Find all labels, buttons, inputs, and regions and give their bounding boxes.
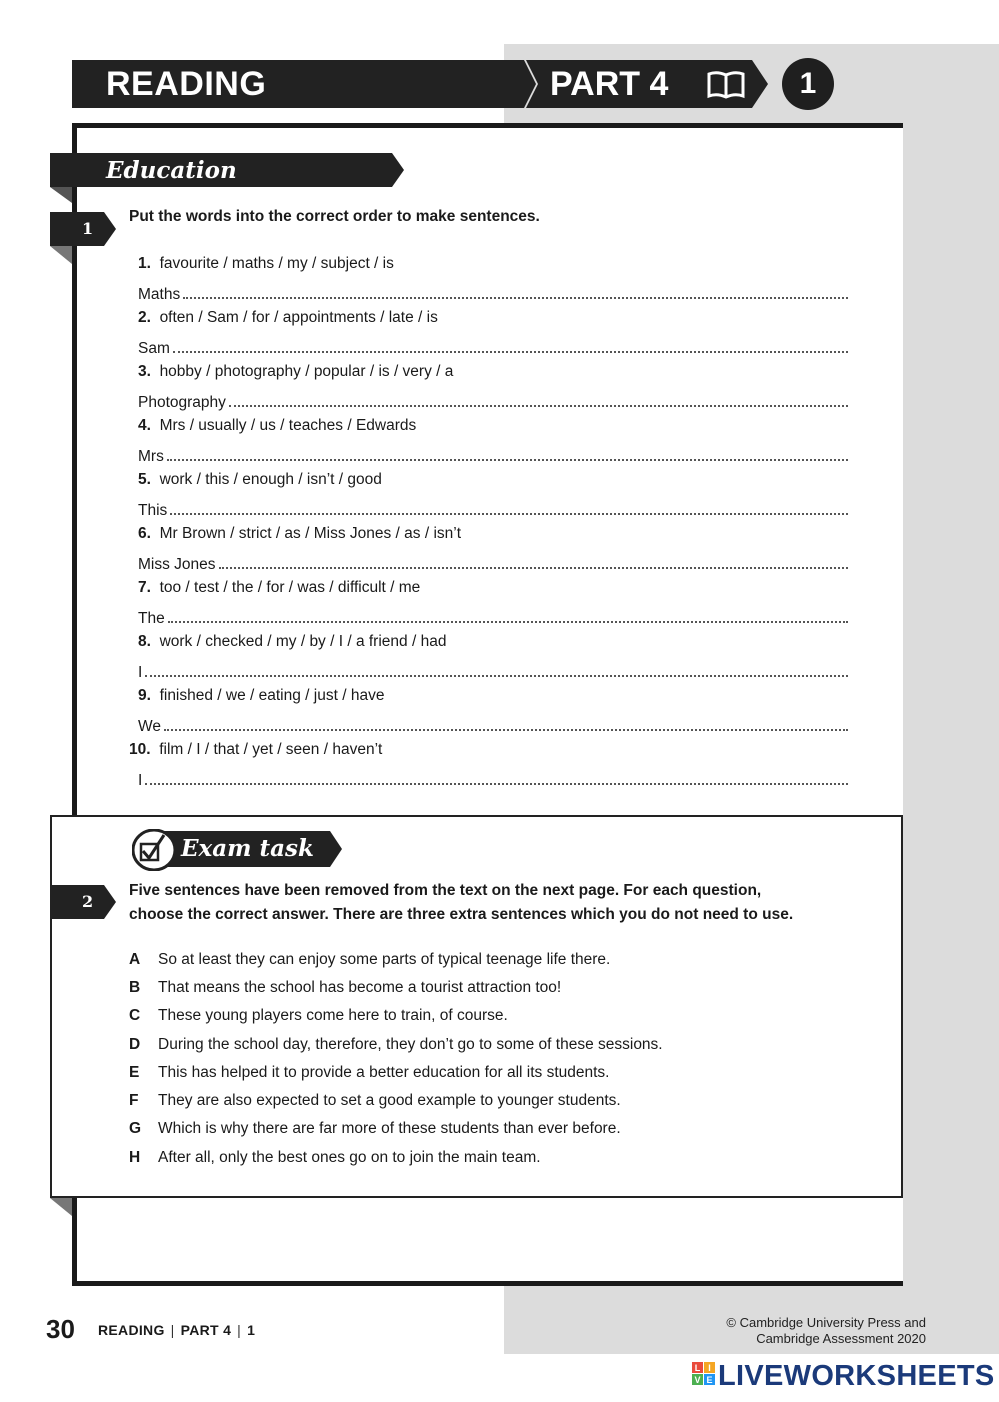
option-e[interactable]: E This has helped it to provide a better education for all its students. [129,1064,610,1081]
copyright-notice: © Cambridge University Press and Cambridge Assessment 2020 [726,1315,926,1346]
question-10-prompt: 10. film / I / that / yet / seen / haven’t [129,741,383,758]
question-6-answer-line[interactable]: Miss Jones [138,553,848,575]
option-h[interactable]: H After all, only the best ones go on to join the main team. [129,1149,541,1166]
box-corner-shadow [50,1198,74,1218]
svg-text:V: V [694,1375,701,1385]
exercise-2-instruction-line-2: choose the correct answer. There are three extra sentences which you do not need to use. [129,906,794,923]
exercise-2-instruction-line-1: Five sentences have been removed from the text on the next page. For each question, [129,882,762,899]
svg-text:I: I [708,1363,711,1373]
option-a[interactable]: A So at least they can enjoy some parts of typical teenage life there. [129,951,611,968]
liveworksheets-logo-icon [692,1362,716,1386]
question-9-prompt: 9. finished / we / eating / just / have [138,687,385,704]
question-10-answer-line[interactable]: I [138,769,848,791]
option-c[interactable]: C These young players come here to train, of course. [129,1007,508,1024]
svg-text:L: L [694,1363,701,1373]
exercise-2-number: 2 [82,892,94,911]
question-3-prompt: 3. hobby / photography / popular / is / very / a [138,363,454,380]
unit-number-badge: 1 [782,58,834,110]
option-f[interactable]: F They are also expected to set a good example to younger students. [129,1092,621,1109]
question-3-answer-line[interactable]: Photography [138,391,848,413]
header-part-label: PART 4 [550,65,669,103]
question-2-answer-line[interactable]: Sam [138,337,848,359]
exercise-1-number: 1 [82,219,94,238]
question-8-prompt: 8. work / checked / my / by / I / a friend / had [138,633,447,650]
exam-task-title: Exam task [181,835,314,862]
page-number: 30 [46,1314,75,1344]
question-1-prompt: 1. favourite / maths / my / subject / is [138,255,394,272]
footer-breadcrumb: READING | PART 4 | 1 [98,1322,256,1338]
question-4-answer-line[interactable]: Mrs [138,445,848,467]
question-9-answer-line[interactable]: We [138,715,848,737]
open-book-icon [706,70,746,100]
question-4-prompt: 4. Mrs / usually / us / teaches / Edwards [138,417,417,434]
option-b[interactable]: B That means the school has become a tourist attraction too! [129,979,562,996]
question-6-prompt: 6. Mr Brown / strict / as / Miss Jones / as / isn’t [138,525,462,542]
question-5-prompt: 5. work / this / enough / isn’t / good [138,471,382,488]
exercise-1-instruction: Put the words into the correct order to make sentences. [129,208,540,225]
option-d[interactable]: D During the school day, therefore, they don’t go to some of these sessions. [129,1036,663,1053]
header-section-title: READING [106,65,267,103]
section-title: Education [106,157,237,184]
checkbox-tick-icon [132,829,178,871]
question-7-prompt: 7. too / test / the / for / was / difficult / me [138,579,421,596]
question-2-prompt: 2. often / Sam / for / appointments / late / is [138,309,438,326]
liveworksheets-logo-text[interactable]: LIVEWORKSHEETS [718,1360,995,1392]
question-1-answer-line[interactable]: Maths [138,283,848,305]
option-g[interactable]: G Which is why there are far more of these students than ever before. [129,1120,621,1137]
question-5-answer-line[interactable]: This [138,499,848,521]
svg-text:E: E [706,1375,713,1385]
question-8-answer-line[interactable]: I [138,661,848,683]
question-7-answer-line[interactable]: The [138,607,848,629]
